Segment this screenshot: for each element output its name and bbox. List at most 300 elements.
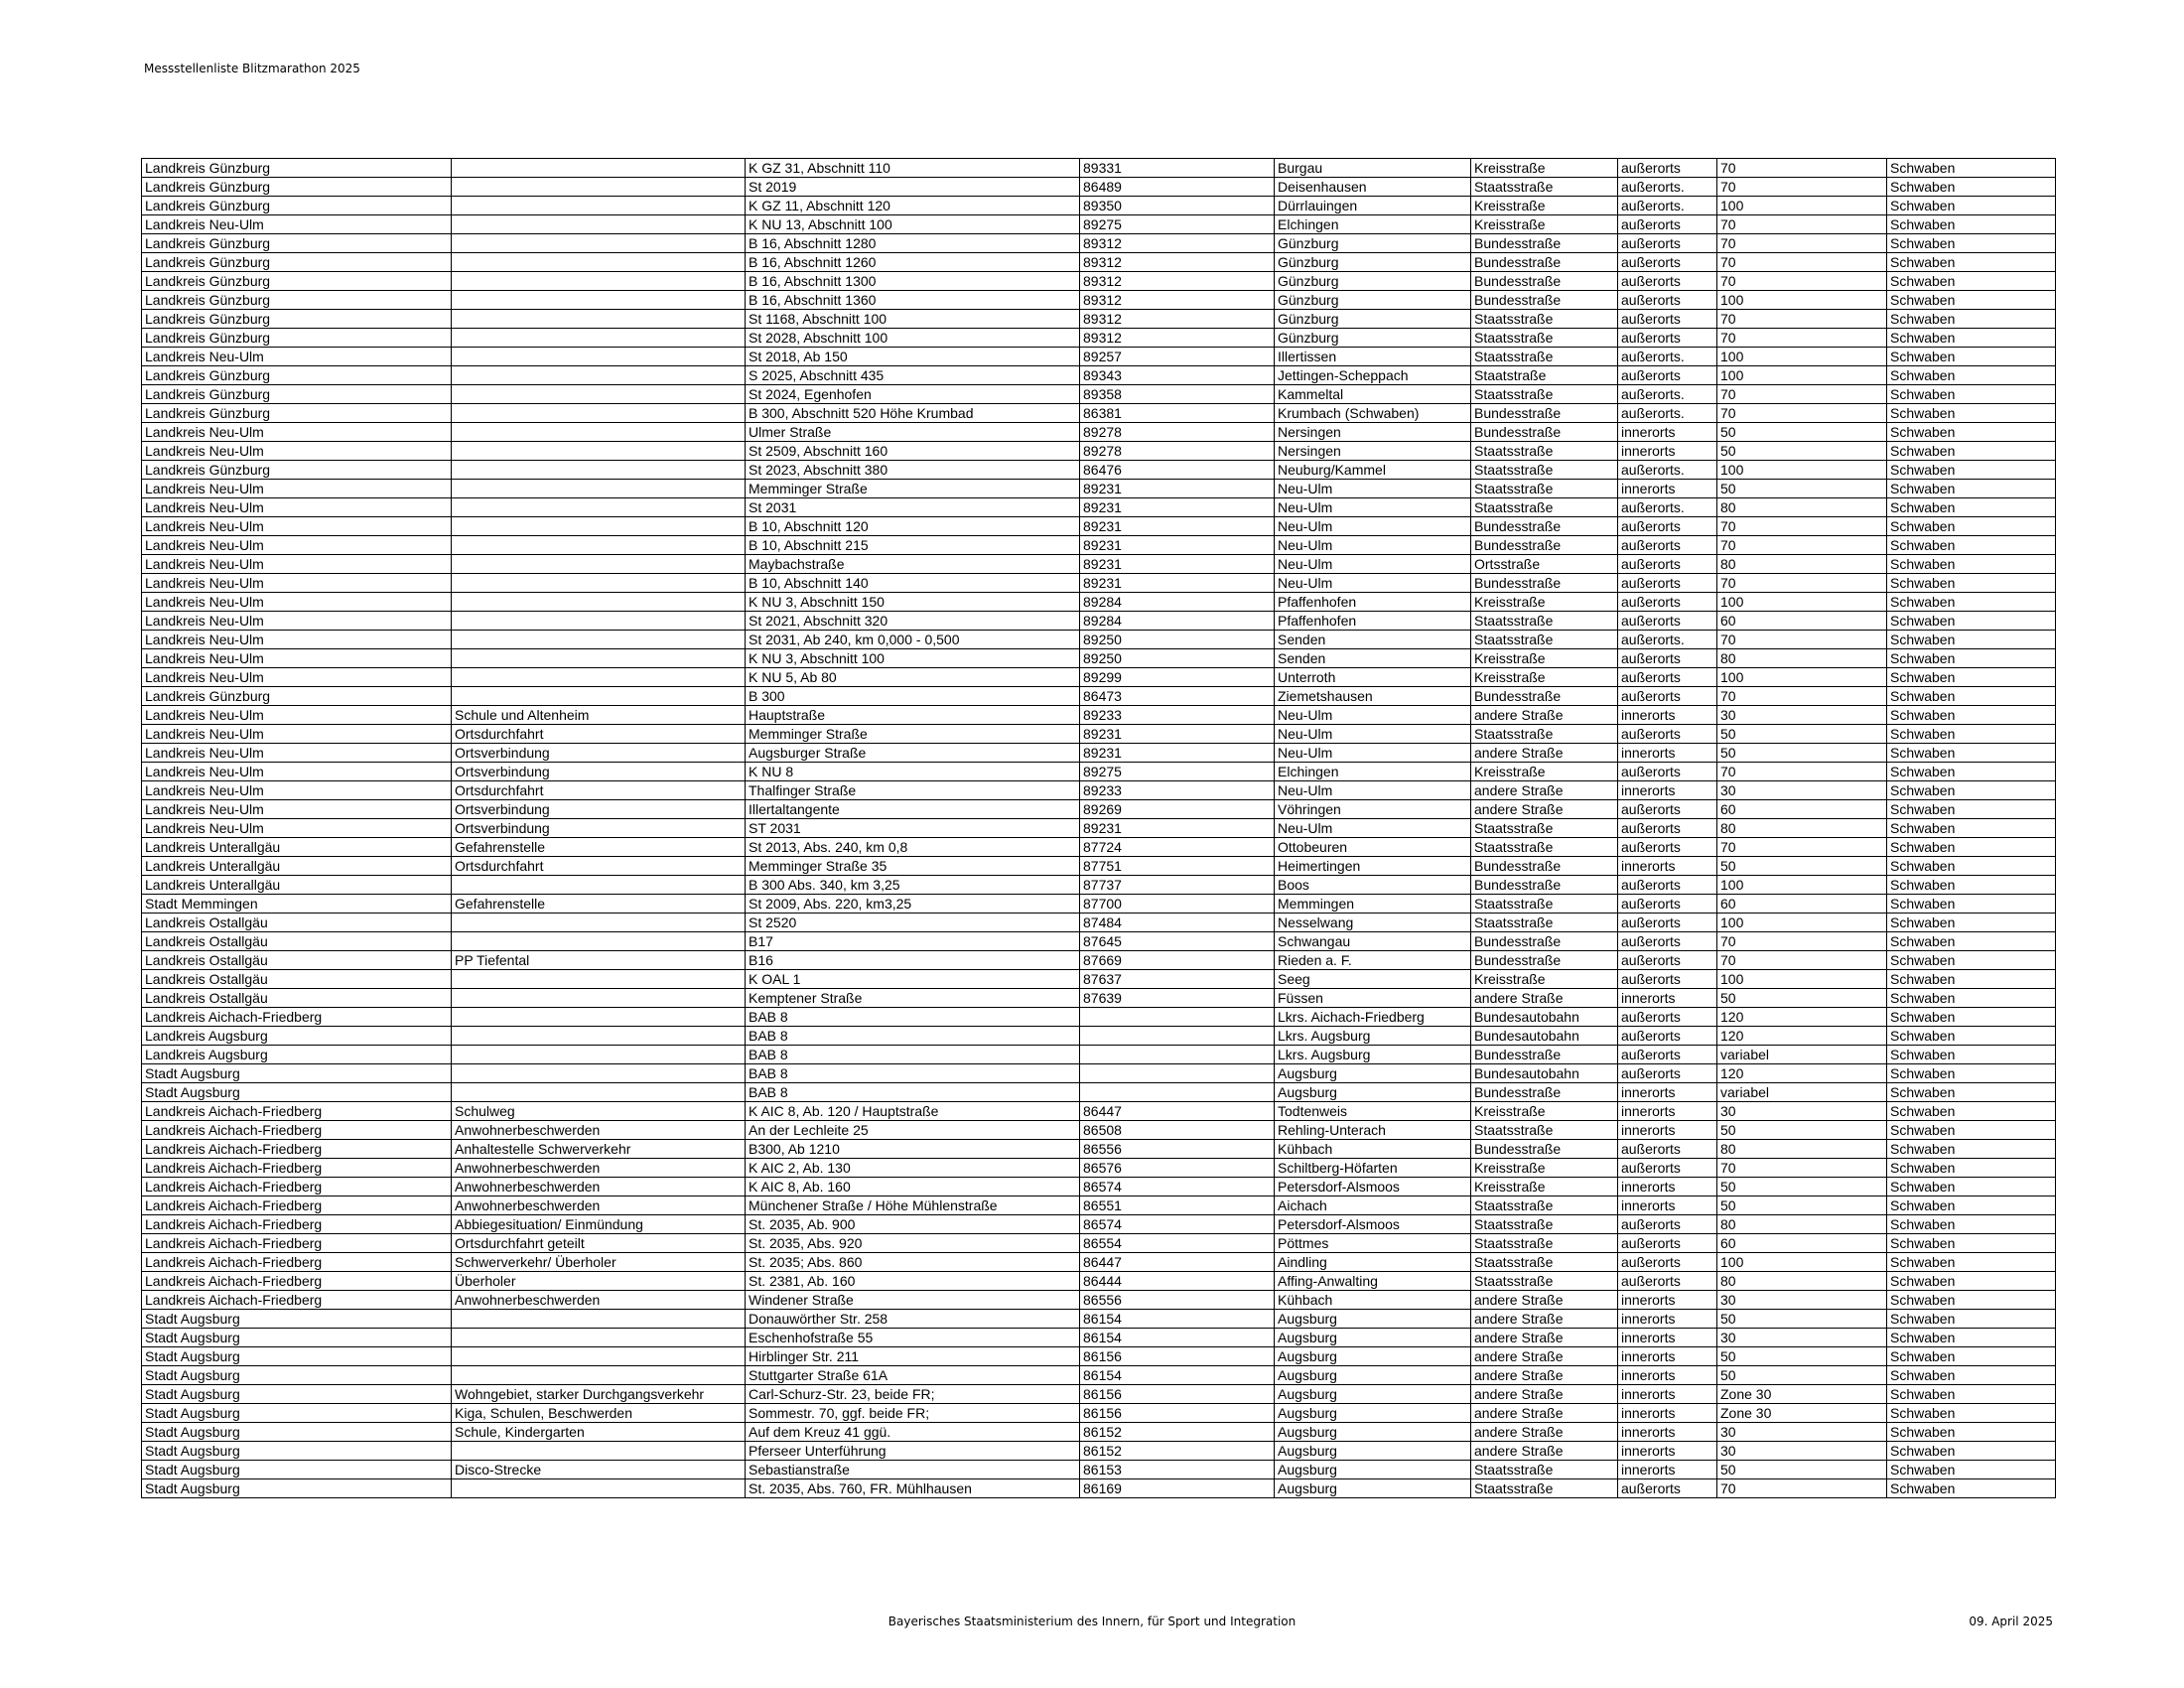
cell-postcode: 89312 [1080, 253, 1275, 272]
table-row [142, 1140, 2056, 1159]
cell-speed-limit: variabel [1717, 1083, 1887, 1102]
cell-speed-limit: 120 [1717, 1064, 1887, 1083]
cell-postcode [1080, 1008, 1275, 1027]
table-row [142, 668, 2056, 687]
cell-reason: Ortsdurchfahrt [452, 857, 746, 876]
table-row [142, 480, 2056, 498]
table-row [142, 1366, 2056, 1385]
cell-reason: Ortsdurchfahrt [452, 781, 746, 800]
cell-speed-limit: 30 [1717, 1442, 1887, 1461]
cell-location: St. 2035, Ab. 900 [746, 1215, 1080, 1234]
cell-reason [452, 932, 746, 951]
cell-road-type: Staatsstraße [1471, 1479, 1618, 1498]
table-row [142, 914, 2056, 932]
cell-district: Landkreis Aichach-Friedberg [142, 1102, 452, 1121]
cell-municipality: Neu-Ulm [1275, 480, 1471, 498]
cell-region: Schwaben [1887, 781, 2056, 800]
cell-reason: Gefahrenstelle [452, 895, 746, 914]
cell-region: Schwaben [1887, 744, 2056, 763]
cell-area: außerorts. [1618, 178, 1717, 197]
cell-road-type: Bundesautobahn [1471, 1008, 1618, 1027]
cell-road-type: Staatsstraße [1471, 1234, 1618, 1253]
table-row [142, 555, 2056, 574]
cell-municipality: Neu-Ulm [1275, 517, 1471, 536]
cell-road-type: Bundesstraße [1471, 404, 1618, 423]
cell-district: Landkreis Aichach-Friedberg [142, 1121, 452, 1140]
cell-location: K OAL 1 [746, 970, 1080, 989]
cell-district: Landkreis Augsburg [142, 1027, 452, 1046]
cell-location: Münchener Straße / Höhe Mühlenstraße [746, 1196, 1080, 1215]
cell-location: B17 [746, 932, 1080, 951]
cell-reason [452, 423, 746, 442]
cell-road-type: andere Straße [1471, 1423, 1618, 1442]
cell-postcode: 89284 [1080, 593, 1275, 612]
cell-area: außerorts [1618, 593, 1717, 612]
cell-postcode: 86154 [1080, 1329, 1275, 1347]
table-row [142, 951, 2056, 970]
cell-district: Stadt Augsburg [142, 1083, 452, 1102]
cell-road-type: Staatsstraße [1471, 612, 1618, 631]
cell-region: Schwaben [1887, 763, 2056, 781]
cell-region: Schwaben [1887, 1479, 2056, 1498]
table-row [142, 461, 2056, 480]
cell-road-type: Kreisstraße [1471, 159, 1618, 178]
cell-speed-limit: 70 [1717, 1479, 1887, 1498]
table-row [142, 744, 2056, 763]
cell-speed-limit: 70 [1717, 310, 1887, 329]
cell-area: innerorts [1618, 1366, 1717, 1385]
table-row [142, 536, 2056, 555]
cell-municipality: Rieden a. F. [1275, 951, 1471, 970]
cell-municipality: Füssen [1275, 989, 1471, 1008]
cell-speed-limit: 70 [1717, 215, 1887, 234]
cell-area: außerorts. [1618, 348, 1717, 366]
cell-location: Ulmer Straße [746, 423, 1080, 442]
cell-postcode: 86153 [1080, 1461, 1275, 1479]
cell-postcode: 89231 [1080, 498, 1275, 517]
cell-location: BAB 8 [746, 1046, 1080, 1064]
cell-road-type: Staatsstraße [1471, 461, 1618, 480]
cell-postcode: 86556 [1080, 1140, 1275, 1159]
cell-postcode: 87700 [1080, 895, 1275, 914]
cell-region: Schwaben [1887, 989, 2056, 1008]
cell-municipality: Petersdorf-Alsmoos [1275, 1215, 1471, 1234]
cell-district: Landkreis Neu-Ulm [142, 215, 452, 234]
cell-reason: Schule und Altenheim [452, 706, 746, 725]
cell-postcode: 86152 [1080, 1423, 1275, 1442]
table-row [142, 1291, 2056, 1310]
cell-municipality: Neuburg/Kammel [1275, 461, 1471, 480]
cell-district: Landkreis Neu-Ulm [142, 498, 452, 517]
cell-postcode: 89231 [1080, 480, 1275, 498]
cell-district: Landkreis Neu-Ulm [142, 442, 452, 461]
cell-speed-limit: 30 [1717, 1329, 1887, 1347]
cell-municipality: Günzburg [1275, 253, 1471, 272]
cell-district: Landkreis Unterallgäu [142, 876, 452, 895]
cell-location: S 2025, Abschnitt 435 [746, 366, 1080, 385]
cell-region: Schwaben [1887, 178, 2056, 197]
cell-postcode: 87637 [1080, 970, 1275, 989]
cell-district: Landkreis Günzburg [142, 253, 452, 272]
table-row [142, 631, 2056, 649]
table-row [142, 1046, 2056, 1064]
cell-reason [452, 234, 746, 253]
cell-district: Landkreis Aichach-Friedberg [142, 1140, 452, 1159]
cell-speed-limit: 60 [1717, 1234, 1887, 1253]
cell-region: Schwaben [1887, 1404, 2056, 1423]
cell-area: außerorts [1618, 763, 1717, 781]
cell-district: Landkreis Aichach-Friedberg [142, 1215, 452, 1234]
cell-location: BAB 8 [746, 1064, 1080, 1083]
cell-speed-limit: 80 [1717, 498, 1887, 517]
cell-municipality: Nesselwang [1275, 914, 1471, 932]
cell-postcode: 87751 [1080, 857, 1275, 876]
cell-road-type: Kreisstraße [1471, 763, 1618, 781]
cell-speed-limit: 30 [1717, 706, 1887, 725]
cell-district: Stadt Augsburg [142, 1347, 452, 1366]
cell-road-type: Bundesstraße [1471, 272, 1618, 291]
cell-district: Landkreis Günzburg [142, 272, 452, 291]
cell-road-type: Staatsstraße [1471, 819, 1618, 838]
cell-district: Landkreis Ostallgäu [142, 989, 452, 1008]
cell-district: Landkreis Günzburg [142, 234, 452, 253]
cell-speed-limit: 50 [1717, 442, 1887, 461]
table-row [142, 1423, 2056, 1442]
cell-location: Donauwörther Str. 258 [746, 1310, 1080, 1329]
cell-municipality: Neu-Ulm [1275, 819, 1471, 838]
cell-district: Landkreis Günzburg [142, 461, 452, 480]
cell-area: innerorts [1618, 1083, 1717, 1102]
cell-municipality: Augsburg [1275, 1329, 1471, 1347]
cell-road-type: Kreisstraße [1471, 1159, 1618, 1178]
cell-speed-limit: 70 [1717, 574, 1887, 593]
cell-municipality: Günzburg [1275, 272, 1471, 291]
cell-municipality: Neu-Ulm [1275, 706, 1471, 725]
cell-speed-limit: 80 [1717, 1215, 1887, 1234]
cell-road-type: Bundesstraße [1471, 687, 1618, 706]
cell-speed-limit: 80 [1717, 1140, 1887, 1159]
cell-district: Landkreis Neu-Ulm [142, 744, 452, 763]
cell-reason [452, 498, 746, 517]
cell-municipality: Illertissen [1275, 348, 1471, 366]
cell-area: außerorts [1618, 536, 1717, 555]
table-row [142, 1159, 2056, 1178]
cell-reason: Schule, Kindergarten [452, 1423, 746, 1442]
cell-reason: Anwohnerbeschwerden [452, 1178, 746, 1196]
cell-postcode: 86156 [1080, 1385, 1275, 1404]
cell-district: Landkreis Ostallgäu [142, 970, 452, 989]
cell-municipality: Günzburg [1275, 329, 1471, 348]
cell-area: innerorts [1618, 989, 1717, 1008]
cell-location: K NU 5, Ab 80 [746, 668, 1080, 687]
cell-road-type: Bundesstraße [1471, 574, 1618, 593]
table-row [142, 234, 2056, 253]
cell-municipality: Burgau [1275, 159, 1471, 178]
cell-area: innerorts [1618, 1404, 1717, 1423]
table-row [142, 1102, 2056, 1121]
cell-location: K AIC 2, Ab. 130 [746, 1159, 1080, 1178]
cell-location: St. 2035, Abs. 920 [746, 1234, 1080, 1253]
cell-postcode: 86476 [1080, 461, 1275, 480]
cell-location: B16 [746, 951, 1080, 970]
cell-location: K NU 3, Abschnitt 150 [746, 593, 1080, 612]
cell-speed-limit: 30 [1717, 1423, 1887, 1442]
cell-postcode: 86574 [1080, 1178, 1275, 1196]
cell-municipality: Petersdorf-Alsmoos [1275, 1178, 1471, 1196]
table-row [142, 329, 2056, 348]
cell-location: St 2024, Egenhofen [746, 385, 1080, 404]
cell-road-type: Staatsstraße [1471, 442, 1618, 461]
table-row [142, 763, 2056, 781]
cell-road-type: Ortsstraße [1471, 555, 1618, 574]
cell-area: außerorts [1618, 291, 1717, 310]
cell-municipality: Kammeltal [1275, 385, 1471, 404]
cell-location: B 10, Abschnitt 215 [746, 536, 1080, 555]
cell-location: St 2023, Abschnitt 380 [746, 461, 1080, 480]
cell-reason [452, 1347, 746, 1366]
cell-road-type: andere Straße [1471, 800, 1618, 819]
cell-postcode: 86156 [1080, 1347, 1275, 1366]
cell-reason: Ortsverbindung [452, 800, 746, 819]
cell-area: außerorts [1618, 668, 1717, 687]
cell-speed-limit: 60 [1717, 800, 1887, 819]
cell-reason: Anwohnerbeschwerden [452, 1196, 746, 1215]
cell-area: außerorts [1618, 1027, 1717, 1046]
cell-location: Maybachstraße [746, 555, 1080, 574]
cell-reason [452, 876, 746, 895]
cell-area: innerorts [1618, 423, 1717, 442]
cell-speed-limit: 100 [1717, 197, 1887, 215]
cell-district: Landkreis Günzburg [142, 404, 452, 423]
cell-postcode: 87639 [1080, 989, 1275, 1008]
cell-region: Schwaben [1887, 1310, 2056, 1329]
cell-speed-limit: 100 [1717, 348, 1887, 366]
cell-road-type: Kreisstraße [1471, 668, 1618, 687]
cell-postcode: 89231 [1080, 744, 1275, 763]
cell-district: Stadt Augsburg [142, 1442, 452, 1461]
cell-speed-limit: 70 [1717, 159, 1887, 178]
cell-road-type: Bundesstraße [1471, 1046, 1618, 1064]
cell-postcode: 89231 [1080, 555, 1275, 574]
cell-reason: Disco-Strecke [452, 1461, 746, 1479]
cell-postcode: 86556 [1080, 1291, 1275, 1310]
cell-speed-limit: variabel [1717, 1046, 1887, 1064]
cell-municipality: Senden [1275, 631, 1471, 649]
cell-reason: Kiga, Schulen, Beschwerden [452, 1404, 746, 1423]
cell-reason [452, 593, 746, 612]
cell-reason: Ortsverbindung [452, 819, 746, 838]
cell-road-type: Bundesautobahn [1471, 1027, 1618, 1046]
cell-district: Stadt Augsburg [142, 1329, 452, 1347]
cell-road-type: Bundesstraße [1471, 951, 1618, 970]
cell-postcode: 89231 [1080, 819, 1275, 838]
cell-municipality: Lkrs. Augsburg [1275, 1046, 1471, 1064]
cell-district: Stadt Augsburg [142, 1461, 452, 1479]
cell-reason [452, 404, 746, 423]
cell-speed-limit: 70 [1717, 329, 1887, 348]
cell-postcode: 89231 [1080, 574, 1275, 593]
cell-road-type: andere Straße [1471, 1310, 1618, 1329]
cell-postcode: 86576 [1080, 1159, 1275, 1178]
cell-road-type: Staatsstraße [1471, 1272, 1618, 1291]
table-row [142, 1196, 2056, 1215]
cell-reason [452, 197, 746, 215]
cell-area: innerorts [1618, 1121, 1717, 1140]
cell-postcode: 89331 [1080, 159, 1275, 178]
cell-reason: Anwohnerbeschwerden [452, 1159, 746, 1178]
cell-road-type: Bundesstraße [1471, 876, 1618, 895]
cell-postcode: 86489 [1080, 178, 1275, 197]
cell-speed-limit: 50 [1717, 1310, 1887, 1329]
cell-region: Schwaben [1887, 819, 2056, 838]
cell-area: außerorts [1618, 838, 1717, 857]
cell-municipality: Senden [1275, 649, 1471, 668]
cell-area: innerorts [1618, 1423, 1717, 1442]
cell-reason [452, 1329, 746, 1347]
cell-municipality: Nersingen [1275, 423, 1471, 442]
cell-area: außerorts [1618, 1008, 1717, 1027]
footer-date: 09. April 2025 [1969, 1615, 2053, 1628]
cell-location: Hirblinger Str. 211 [746, 1347, 1080, 1366]
cell-reason: Ortsverbindung [452, 744, 746, 763]
cell-area: innerorts [1618, 1102, 1717, 1121]
table-row [142, 1442, 2056, 1461]
cell-reason [452, 1008, 746, 1027]
cell-postcode: 89299 [1080, 668, 1275, 687]
cell-reason [452, 536, 746, 555]
cell-speed-limit: 70 [1717, 234, 1887, 253]
cell-municipality: Seeg [1275, 970, 1471, 989]
cell-road-type: Kreisstraße [1471, 1102, 1618, 1121]
cell-location: St 2013, Abs. 240, km 0,8 [746, 838, 1080, 857]
cell-district: Landkreis Günzburg [142, 291, 452, 310]
table-row [142, 1064, 2056, 1083]
cell-speed-limit: 100 [1717, 593, 1887, 612]
cell-region: Schwaben [1887, 1083, 2056, 1102]
cell-location: ST 2031 [746, 819, 1080, 838]
cell-district: Landkreis Neu-Ulm [142, 706, 452, 725]
cell-district: Landkreis Aichach-Friedberg [142, 1008, 452, 1027]
cell-district: Stadt Augsburg [142, 1479, 452, 1498]
table-row [142, 253, 2056, 272]
cell-location: Carl-Schurz-Str. 23, beide FR; [746, 1385, 1080, 1404]
cell-region: Schwaben [1887, 1008, 2056, 1027]
cell-road-type: Staatsstraße [1471, 838, 1618, 857]
cell-municipality: Kühbach [1275, 1291, 1471, 1310]
cell-district: Landkreis Neu-Ulm [142, 800, 452, 819]
cell-speed-limit: 50 [1717, 480, 1887, 498]
cell-reason [452, 272, 746, 291]
cell-district: Landkreis Neu-Ulm [142, 781, 452, 800]
cell-district: Landkreis Neu-Ulm [142, 555, 452, 574]
cell-district: Landkreis Ostallgäu [142, 914, 452, 932]
cell-speed-limit: 120 [1717, 1008, 1887, 1027]
cell-location: K NU 3, Abschnitt 100 [746, 649, 1080, 668]
cell-postcode: 87484 [1080, 914, 1275, 932]
cell-speed-limit: 100 [1717, 366, 1887, 385]
cell-municipality: Lkrs. Aichach-Friedberg [1275, 1008, 1471, 1027]
cell-district: Landkreis Aichach-Friedberg [142, 1291, 452, 1310]
cell-district: Landkreis Günzburg [142, 159, 452, 178]
cell-district: Landkreis Neu-Ulm [142, 574, 452, 593]
cell-area: außerorts [1618, 1140, 1717, 1159]
cell-location: K NU 8 [746, 763, 1080, 781]
cell-reason [452, 574, 746, 593]
cell-district: Landkreis Aichach-Friedberg [142, 1234, 452, 1253]
cell-reason [452, 517, 746, 536]
cell-reason [452, 1083, 746, 1102]
cell-area: außerorts [1618, 819, 1717, 838]
cell-location: Memminger Straße [746, 725, 1080, 744]
cell-area: innerorts [1618, 1310, 1717, 1329]
cell-region: Schwaben [1887, 706, 2056, 725]
cell-municipality: Augsburg [1275, 1385, 1471, 1404]
cell-district: Landkreis Aichach-Friedberg [142, 1178, 452, 1196]
table-row [142, 593, 2056, 612]
cell-region: Schwaben [1887, 932, 2056, 951]
cell-municipality: Augsburg [1275, 1479, 1471, 1498]
cell-road-type: Staatsstraße [1471, 310, 1618, 329]
cell-road-type: andere Straße [1471, 989, 1618, 1008]
cell-postcode: 87724 [1080, 838, 1275, 857]
cell-location: Hauptstraße [746, 706, 1080, 725]
cell-location: Sebastianstraße [746, 1461, 1080, 1479]
cell-location: B 300, Abschnitt 520 Höhe Krumbad [746, 404, 1080, 423]
cell-location: B 300 [746, 687, 1080, 706]
table-row [142, 423, 2056, 442]
cell-region: Schwaben [1887, 423, 2056, 442]
cell-region: Schwaben [1887, 291, 2056, 310]
cell-postcode [1080, 1064, 1275, 1083]
cell-region: Schwaben [1887, 253, 2056, 272]
cell-road-type: Staatsstraße [1471, 498, 1618, 517]
cell-location: Illertaltangente [746, 800, 1080, 819]
cell-region: Schwaben [1887, 1159, 2056, 1178]
cell-location: K GZ 31, Abschnitt 110 [746, 159, 1080, 178]
cell-location: B 300 Abs. 340, km 3,25 [746, 876, 1080, 895]
cell-location: Thalfinger Straße [746, 781, 1080, 800]
cell-reason [452, 291, 746, 310]
cell-district: Landkreis Neu-Ulm [142, 536, 452, 555]
cell-postcode: 89312 [1080, 310, 1275, 329]
cell-reason: Überholer [452, 1272, 746, 1291]
table-row [142, 932, 2056, 951]
cell-municipality: Lkrs. Augsburg [1275, 1027, 1471, 1046]
table-row [142, 272, 2056, 291]
cell-area: außerorts [1618, 914, 1717, 932]
cell-speed-limit: 50 [1717, 1461, 1887, 1479]
cell-region: Schwaben [1887, 348, 2056, 366]
cell-road-type: Kreisstraße [1471, 593, 1618, 612]
table-row [142, 781, 2056, 800]
cell-speed-limit: 70 [1717, 404, 1887, 423]
cell-reason: Abbiegesituation/ Einmündung [452, 1215, 746, 1234]
cell-municipality: Heimertingen [1275, 857, 1471, 876]
cell-speed-limit: 70 [1717, 272, 1887, 291]
cell-district: Landkreis Aichach-Friedberg [142, 1272, 452, 1291]
cell-municipality: Pfaffenhofen [1275, 612, 1471, 631]
cell-district: Landkreis Günzburg [142, 310, 452, 329]
cell-area: außerorts. [1618, 404, 1717, 423]
cell-road-type: Bundesstraße [1471, 1083, 1618, 1102]
cell-speed-limit: 70 [1717, 687, 1887, 706]
cell-location: Auf dem Kreuz 41 ggü. [746, 1423, 1080, 1442]
cell-postcode: 89350 [1080, 197, 1275, 215]
cell-location: St 2031, Ab 240, km 0,000 - 0,500 [746, 631, 1080, 649]
table-row [142, 442, 2056, 461]
cell-location: St 2509, Abschnitt 160 [746, 442, 1080, 461]
cell-district: Landkreis Günzburg [142, 329, 452, 348]
